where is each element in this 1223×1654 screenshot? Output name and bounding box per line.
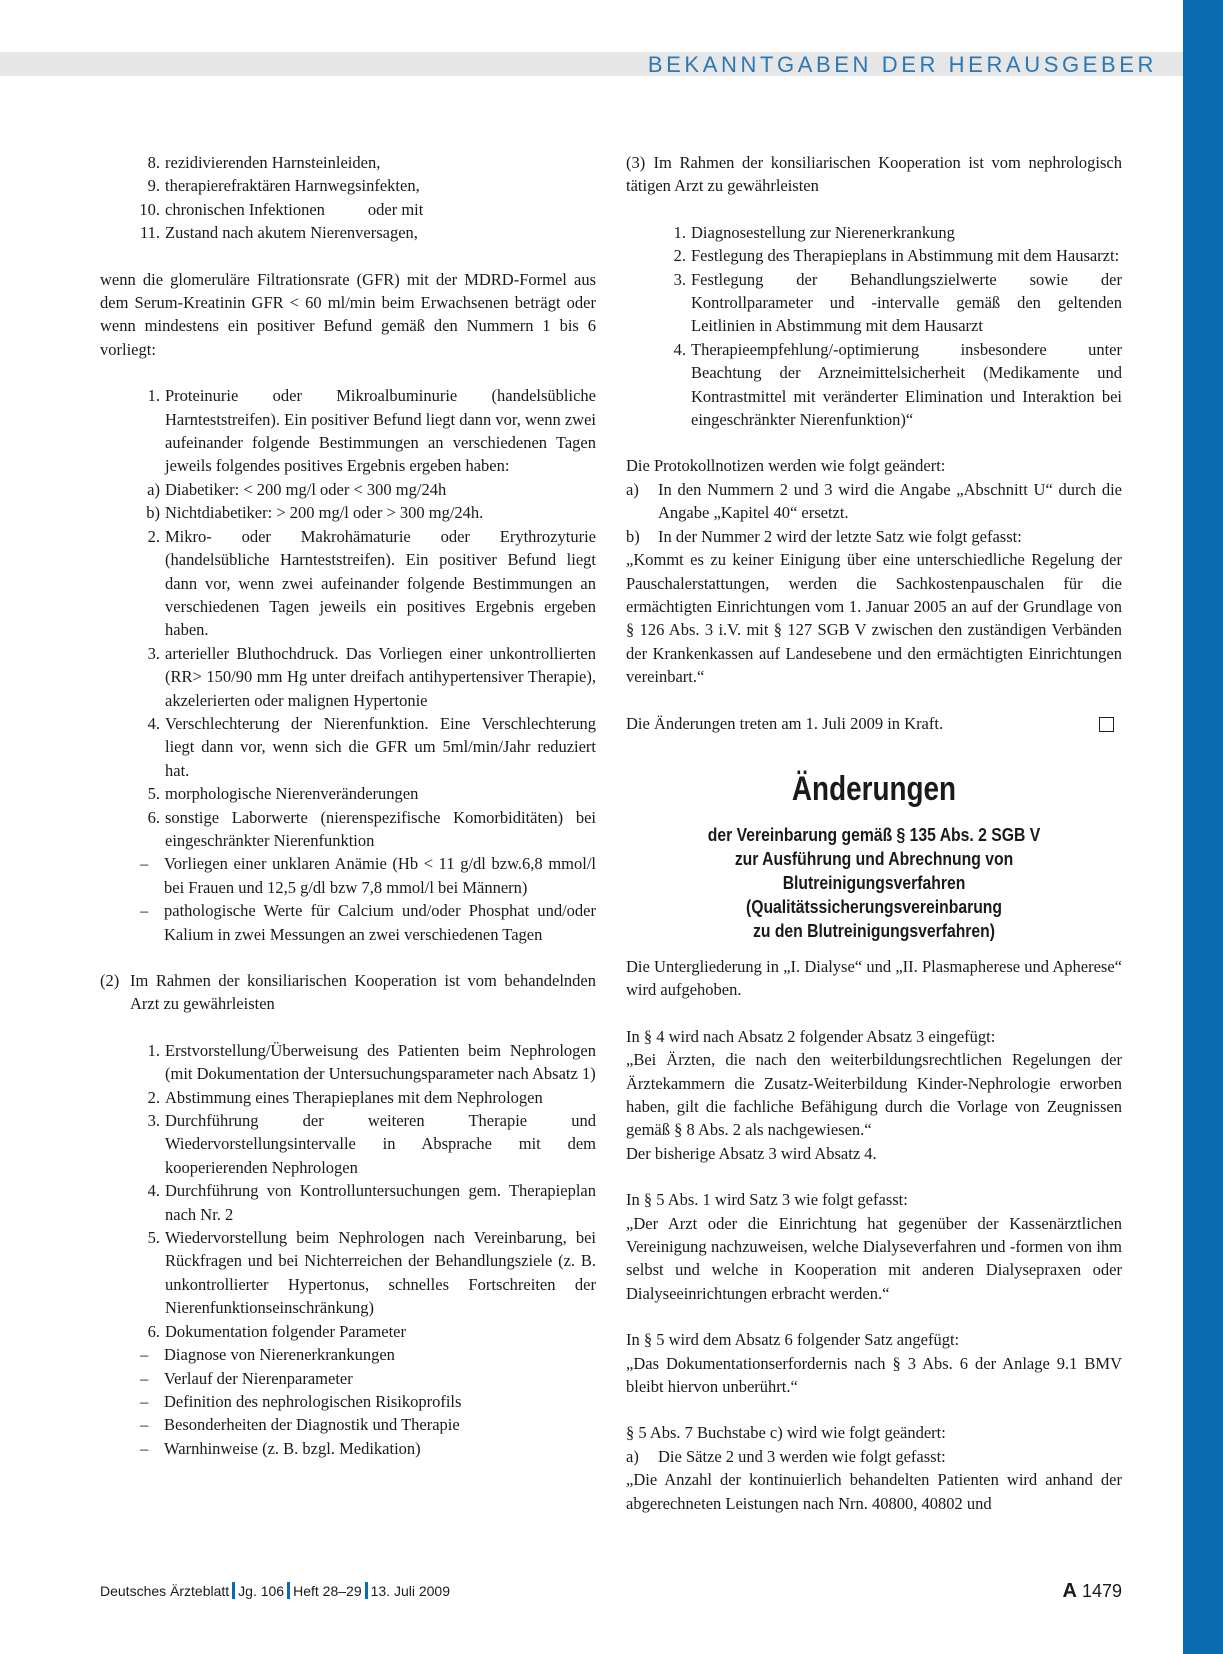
section-subtitle: [663, 823, 1085, 943]
dash-item: – Vorliegen einer unklaren Anämie (Hb < 11 g/dl bzw.6,8 mmol/l bei Frauen und 12,5 g/dl bzw 7,8 mmol/l bei Männern): [140, 854, 596, 897]
end-of-article-box-icon: [1099, 717, 1114, 732]
section-header: BEKANNTGABEN DER HERAUSGEBER: [647, 52, 1157, 77]
par5b-intro: In § 5 wird dem Absatz 6 folgender Satz angefügt:: [626, 1330, 960, 1350]
journal-date: 13. Juli 2009: [370, 1583, 451, 1599]
dash-item: – pathologische Werte für Calcium und/oder Phosphat und/oder Kalium in zwei Messungen an zwei verschiedenen Tagen: [140, 901, 596, 944]
par5b-quote: „Das Dokumentationserfordernis nach § 3 Abs. 6 der Anlage 9.1 BMV bleibt hiervon unberührt.“: [626, 1353, 1122, 1397]
side-accent-bar: [1183, 0, 1223, 1654]
footer-separator: [232, 1582, 235, 1599]
list-item: 2. Mikro- oder Makrohämaturie oder Erythrozyturie (handelsübliche Harnteststreifen). Ein positiver Befund liegt dann vor, wenn zwei aufeinander folgende Bestimmungen an verschiedenen Tagen jeweils ein positives Ergebnis ergeben haben.: [147, 526, 596, 640]
list-item: 6. Dokumentation folgender Parameter: [147, 1321, 406, 1341]
list-item: 1. Diagnosestellung zur Nierenerkrankung: [673, 222, 955, 242]
list-item: 10. chronischen Infektionen oder mit: [139, 199, 424, 219]
footer-separator: [365, 1582, 368, 1599]
sub-item: b) Nichtdiabetiker: > 200 mg/l oder > 300 mg/24h.: [146, 503, 484, 523]
nephrology-list: [626, 221, 1122, 432]
list-item: 1. Proteinurie oder Mikroalbuminurie (handelsübliche Harnteststreifen). Ein positiver Befund liegt dann vor, wenn zwei aufeinander folgende Bestimmungen an verschiedenen Tagen jeweils folgendes positives Ergebnis ergeben haben:: [147, 386, 596, 476]
list-item: 4. Verschlechterung der Nierenfunktion. Eine Verschlechterung liegt dann vor, wenn sich die GFR um 5ml/min/Jahr reduziert hat.: [147, 713, 596, 780]
list-item: 2. Festlegung des Therapieplans in Abstimmung mit dem Hausarzt:: [673, 246, 1120, 266]
protokoll-item-b: b) In der Nummer 2 wird der letzte Satz wie folgt gefasst:: [626, 526, 1022, 546]
page-footer: [100, 1582, 1122, 1604]
sub-item: a) Diabetiker: < 200 mg/l oder < 300 mg/24h: [147, 479, 447, 499]
paragraph-2: (2) Im Rahmen der konsiliarischen Kooperation ist vom behandelnden Arzt zu gewährleisten: [100, 971, 596, 1014]
oder-mit: oder mit: [367, 199, 424, 219]
list-item: 8. rezidivierenden Harnsteinleiden,: [147, 153, 381, 172]
journal-name: Deutsches Ärzteblatt: [100, 1583, 230, 1599]
list-item: 3. Durchführung der weiteren Therapie und Wiedervorstellungsintervalle in Absprache mit dem kooperierenden Nephrologen: [147, 1111, 596, 1177]
par5a-quote: „Der Arzt oder die Einrichtung hat gegenüber der Kassenärztlichen Vereinigung nachzuweisen, welche Dialyseverfahren und -formen von ihm selbst und welche in Kooperation mit anderen Dialysepraxen oder Dialyseeinrichtungen erbracht werden.“: [626, 1213, 1122, 1303]
list-item: 1. Erstvorstellung/Überweisung des Patienten beim Nephrologen (mit Dokumentation der Untersuchungsparameter nach Absatz 1): [147, 1040, 596, 1084]
list-item-text: chronischen Infektionen: [165, 199, 325, 219]
subtitle-line: der Vereinbarung gemäß § 135 Abs. 2 SGB V: [707, 823, 1041, 845]
inkraft-line: [626, 712, 1122, 735]
cooperation-list: [100, 1039, 596, 1460]
list-item: 11. Zustand nach akutem Nierenversagen,: [139, 223, 418, 243]
list-item: 4. Therapieempfehlung/-optimierung insbesondere unter Beachtung der Arzneimittelsicherheit (Medikamente und Kontrastmittel mit veränderter Elimination und Interaktion bei eingeschränkter Nierenfunktion)“: [673, 339, 1122, 430]
subtitle-line: Blutreinigungsverfahren (Qualitätssicherungsvereinbarung: [745, 871, 1003, 917]
protokoll-intro: Die Protokollnotizen werden wie folgt geändert:: [626, 456, 946, 476]
journal-volume: Jg. 106: [238, 1583, 285, 1599]
par5a-intro: In § 5 Abs. 1 wird Satz 3 wie folgt gefasst:: [626, 1190, 908, 1210]
subtitle-line: zur Ausführung und Abrechnung von: [734, 847, 1014, 869]
list-item: 3. arterieller Bluthochdruck. Das Vorliegen einer unkontrollierten (RR> 150/90 mm Hg unter dreifach antihypertensiver Therapie), akzelerierten oder malignen Hypertonie: [147, 643, 596, 710]
list-item: 6. sonstige Laborwerte (nierenspezifische Komorbiditäten) bei eingeschränkter Nierenfunktion: [147, 807, 596, 850]
list-item: 3. Festlegung der Behandlungszielwerte sowie der Kontrollparameter und -intervalle gemäß den geltenden Leitlinien in Abstimmung mit dem Hausarzt: [673, 269, 1122, 336]
dash-item: – Warnhinweise (z. B. bzgl. Medikation): [140, 1438, 421, 1458]
footer-citation: [100, 1582, 450, 1599]
par5c-quote: „Die Anzahl der kontinuierlich behandelten Patienten wird anhand der abgerechneten Leistungen nach Nrn. 40800, 40802 und: [626, 1470, 1122, 1513]
protokoll-quote: „Kommt es zu keiner Einigung über eine unterschiedliche Regelung der Pauschalerstattungen, werden die Sachkostenpauschalen für die ermächtigten Einrichtungen vom 1. Januar 2005 an auf der Grundlage von § 126 Abs. 3 i.V. mit § 127 SGB V zwischen den zuständigen Verbänden der Krankenkassen auf Landesebene und den ermächtigten Einrichtungen vereinbart.“: [626, 550, 1122, 687]
continued-list: [100, 151, 596, 245]
dash-item: – Diagnose von Nierenerkrankungen: [140, 1345, 395, 1365]
par5c-intro: § 5 Abs. 7 Buchstabe c) wird wie folgt geändert:: [626, 1423, 946, 1443]
dash-item: – Besonderheiten der Diagnostik und Therapie: [140, 1415, 460, 1435]
paragraph-3: (3) Im Rahmen der konsiliarischen Kooperation ist vom nephrologisch tätigen Arzt zu gewährleisten: [626, 153, 1122, 196]
list-item: 4. Durchführung von Kontrolluntersuchungen gem. Therapieplan nach Nr. 2: [147, 1181, 596, 1224]
untergliederung-paragraph: Die Untergliederung in „I. Dialyse“ und „II. Plasmapherese und Apherese“ wird aufgehoben.: [626, 956, 1122, 1000]
inkraft-text: Die Änderungen treten am 1. Juli 2009 in Kraft.: [626, 713, 944, 733]
journal-issue: Heft 28–29: [293, 1583, 362, 1599]
list-item: 5. Wiedervorstellung beim Nephrologen nach Vereinbarung, bei Rückfragen und bei Nichterreichen der Behandlungsziele (z. B. unkontrollierter Hypertonus, schnelles Fortschreiten der Nierenfunktionseinschränkung): [147, 1228, 596, 1318]
par4-note: Der bisherige Absatz 3 wird Absatz 4.: [626, 1143, 877, 1163]
list-item: 5. morphologische Nierenveränderungen: [147, 784, 419, 804]
criteria-list: [100, 384, 596, 946]
dash-item: – Verlauf der Nierenparameter: [140, 1368, 353, 1388]
dash-item: – Definition des nephrologischen Risikoprofils: [140, 1391, 462, 1411]
list-item: 9. therapierefraktären Harnwegsinfekten,: [147, 176, 420, 196]
par4-quote: „Bei Ärzten, die nach den weiterbildungsrechtlichen Regelungen der Ärztekammern die Zusatz-Weiterbildung Kinder-Nephrologie erworben haben, gilt die fachliche Befähigung durch die Vorlage von Zeugnissen gemäß § 8 Abs. 2 als nachgewiesen.“: [626, 1050, 1122, 1140]
section-title: Änderungen: [791, 769, 957, 808]
right-column: [626, 151, 1122, 1515]
gfr-intro: wenn die glomeruläre Filtrationsrate (GFR) mit der MDRD-Formel aus dem Serum-Kreatinin GFR < 60 ml/min beim Erwachsenen beträgt oder wenn mindestens ein positiver Befund gemäß den Nummern 1 bis 6 vorliegt:: [100, 269, 596, 359]
footer-separator: [287, 1582, 290, 1599]
par5c-item-a: a) Die Sätze 2 und 3 werden wie folgt gefasst:: [626, 1446, 946, 1466]
page-number: A 1479: [1062, 1580, 1122, 1602]
subtitle-line: zu den Blutreinigungsverfahren): [752, 919, 996, 941]
protokoll-item-a: a) In den Nummern 2 und 3 wird die Angabe „Abschnitt U“ durch die Angabe „Kapitel 40“ ersetzt.: [626, 479, 1122, 523]
par4-intro: In § 4 wird nach Absatz 2 folgender Absatz 3 eingefügt:: [626, 1026, 996, 1046]
left-column: [100, 151, 596, 1460]
list-item: 2. Abstimmung eines Therapieplanes mit dem Nephrologen: [147, 1087, 543, 1107]
